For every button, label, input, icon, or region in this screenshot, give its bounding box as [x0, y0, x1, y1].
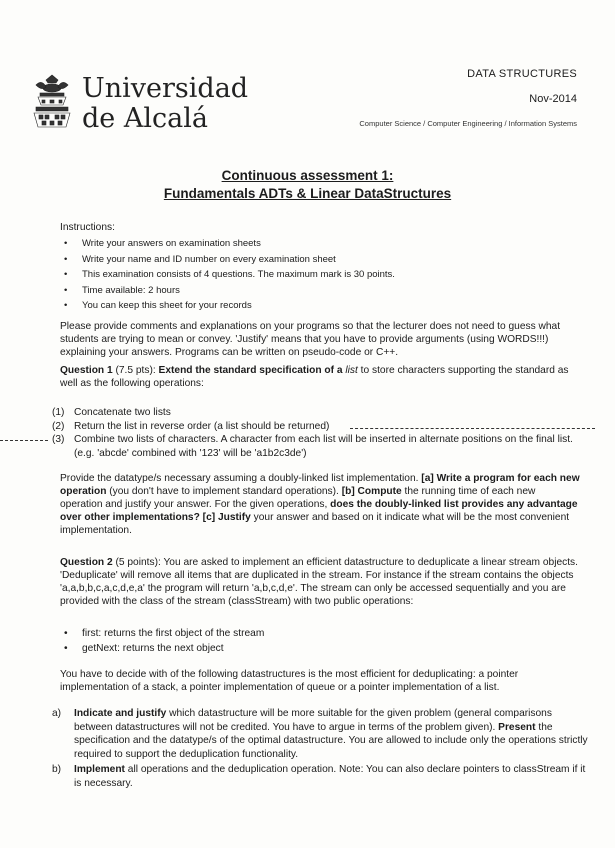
list-item [52, 707, 592, 761]
question1-points: (7.5 pts): [115, 365, 156, 376]
list-item: • first: returns the first object of the stream [64, 626, 264, 641]
question1-statement [60, 364, 580, 390]
list-item [52, 420, 592, 434]
op-text: Concatenate two lists [74, 407, 171, 418]
question2-statement [60, 556, 580, 608]
course-name: DATA STRUCTURES [467, 68, 577, 80]
op-text: Combine two lists of characters. A character from each list will be inserted in alternate positions on the final list. (e.g. 'abcde' combined with '123' will be 'a1b2c3de') [74, 434, 573, 459]
exam-date: Nov-2014 [529, 93, 577, 105]
op-number: (2) [52, 420, 65, 432]
question1-rest: to store characters supporting the standard as well as the following operations: [60, 365, 569, 389]
op-number: (3) [52, 434, 65, 445]
question1-part-a-text: (you don't have to implement standard operations). [109, 486, 339, 497]
question2-tasks [52, 707, 592, 792]
task-bold: Implement [74, 764, 125, 775]
list-item: • Write your name and ID number on every examination sheet [64, 252, 395, 268]
list-item: • getNext: returns the next object [64, 641, 264, 656]
exam-title-line2: Fundamentals ADTs & Linear DataStructures [163, 186, 452, 201]
task-text: which datastructure will be more suitable for the given problem (general comparisons between datastructures will not be credited. You have to argue in terms of the problem given). [74, 708, 552, 733]
task-number: a) [52, 708, 62, 719]
list-item: • You can keep this sheet for your records [64, 298, 395, 314]
question2-label: Question 2 [60, 557, 113, 568]
instructions-note: Please provide comments and explanations on your programs so that the lecturer does not need to guess what students are trying to mean or convey. 'Justify' means that you have to provide arguments (using WORDS!!!) explaining your answers. Programs can be written on pseudo-code or C++. [60, 321, 561, 358]
op-number: (1) [52, 407, 65, 418]
question1-part-b-question: does the doubly-linked list provides any advantage over other implementations? [60, 499, 578, 523]
question1-part-a-label: [a] Write a program for each new operation [60, 473, 580, 497]
question2-points: (5 points): [115, 557, 161, 568]
question1-part-b-label: [b] Compute [341, 486, 402, 497]
question2-operations [64, 626, 264, 656]
question1-body [60, 472, 580, 537]
question1-part-c-text: your answer and based on it indicate what will be the most convenient implementation. [60, 512, 570, 536]
scan-artifact-line [350, 428, 595, 429]
university-name-line1: Universidad [82, 73, 249, 104]
university-crest-icon [30, 73, 74, 131]
list-item [52, 406, 592, 420]
task-text: the specification and the datatype/s of the optimal datastructure. You are allowed to include only the operations strictly required to support the deduplication functionality. [74, 721, 588, 760]
task-bold: Present [498, 721, 536, 733]
task-number: b) [52, 764, 62, 775]
instructions-list [64, 236, 395, 314]
question2-decide: You have to decide with of the following datastructures is the most efficient for deduplicating: a pointer implementation of a stack, a pointer implementation of queue or a pointer implementation of a list. [60, 669, 519, 693]
task-text: all operations and the deduplication operation. Note: You can also declare pointers to classStream if it is necessary. [74, 764, 586, 789]
instructions-label: Instructions: [60, 222, 115, 233]
list-item: • Write your answers on examination sheets [64, 236, 395, 252]
question1-intro: Provide the datatype/s necessary assuming a doubly-linked list implementation. [60, 473, 419, 484]
scan-artifact-line [0, 440, 48, 441]
exam-title-line1: Continuous assessment 1: [221, 168, 394, 183]
list-item [52, 433, 592, 460]
list-item: • Time available: 2 hours [64, 283, 395, 299]
list-item [52, 763, 592, 790]
question2-text: You are asked to implement an efficient datastructure to deduplicate a linear stream objects. 'Deduplicate' will remove all items that are duplicated in the stream. For instance if the stream contains the objects 'a,a,b,b,c,a,c,d,e,a' the program will return 'a,b,c,d,e'. The stream can only be accessed sequentially and you are provided with the class of the stream (classStream) with two public operations: [60, 557, 578, 607]
university-name [82, 74, 248, 134]
university-name-line2: de Alcalá [82, 103, 208, 134]
task-bold: Indicate and justify [74, 708, 167, 719]
question1-lead: Extend the standard specification of a [158, 365, 343, 376]
question1-part-b-text: the running time of each new operation and justify your answer. For the given operations, [60, 486, 536, 510]
question1-operations [52, 406, 592, 460]
program-line: Computer Science / Computer Engineering / Information Systems [359, 119, 577, 128]
op-text: Return the list in reverse order (a list should be returned) [74, 420, 330, 432]
question1-label: Question 1 [60, 365, 113, 376]
question1-list-word: list [345, 365, 358, 376]
list-item: • This examination consists of 4 questions. The maximum mark is 30 points. [64, 267, 395, 283]
question1-part-c-label: [c] Justify [202, 512, 251, 523]
